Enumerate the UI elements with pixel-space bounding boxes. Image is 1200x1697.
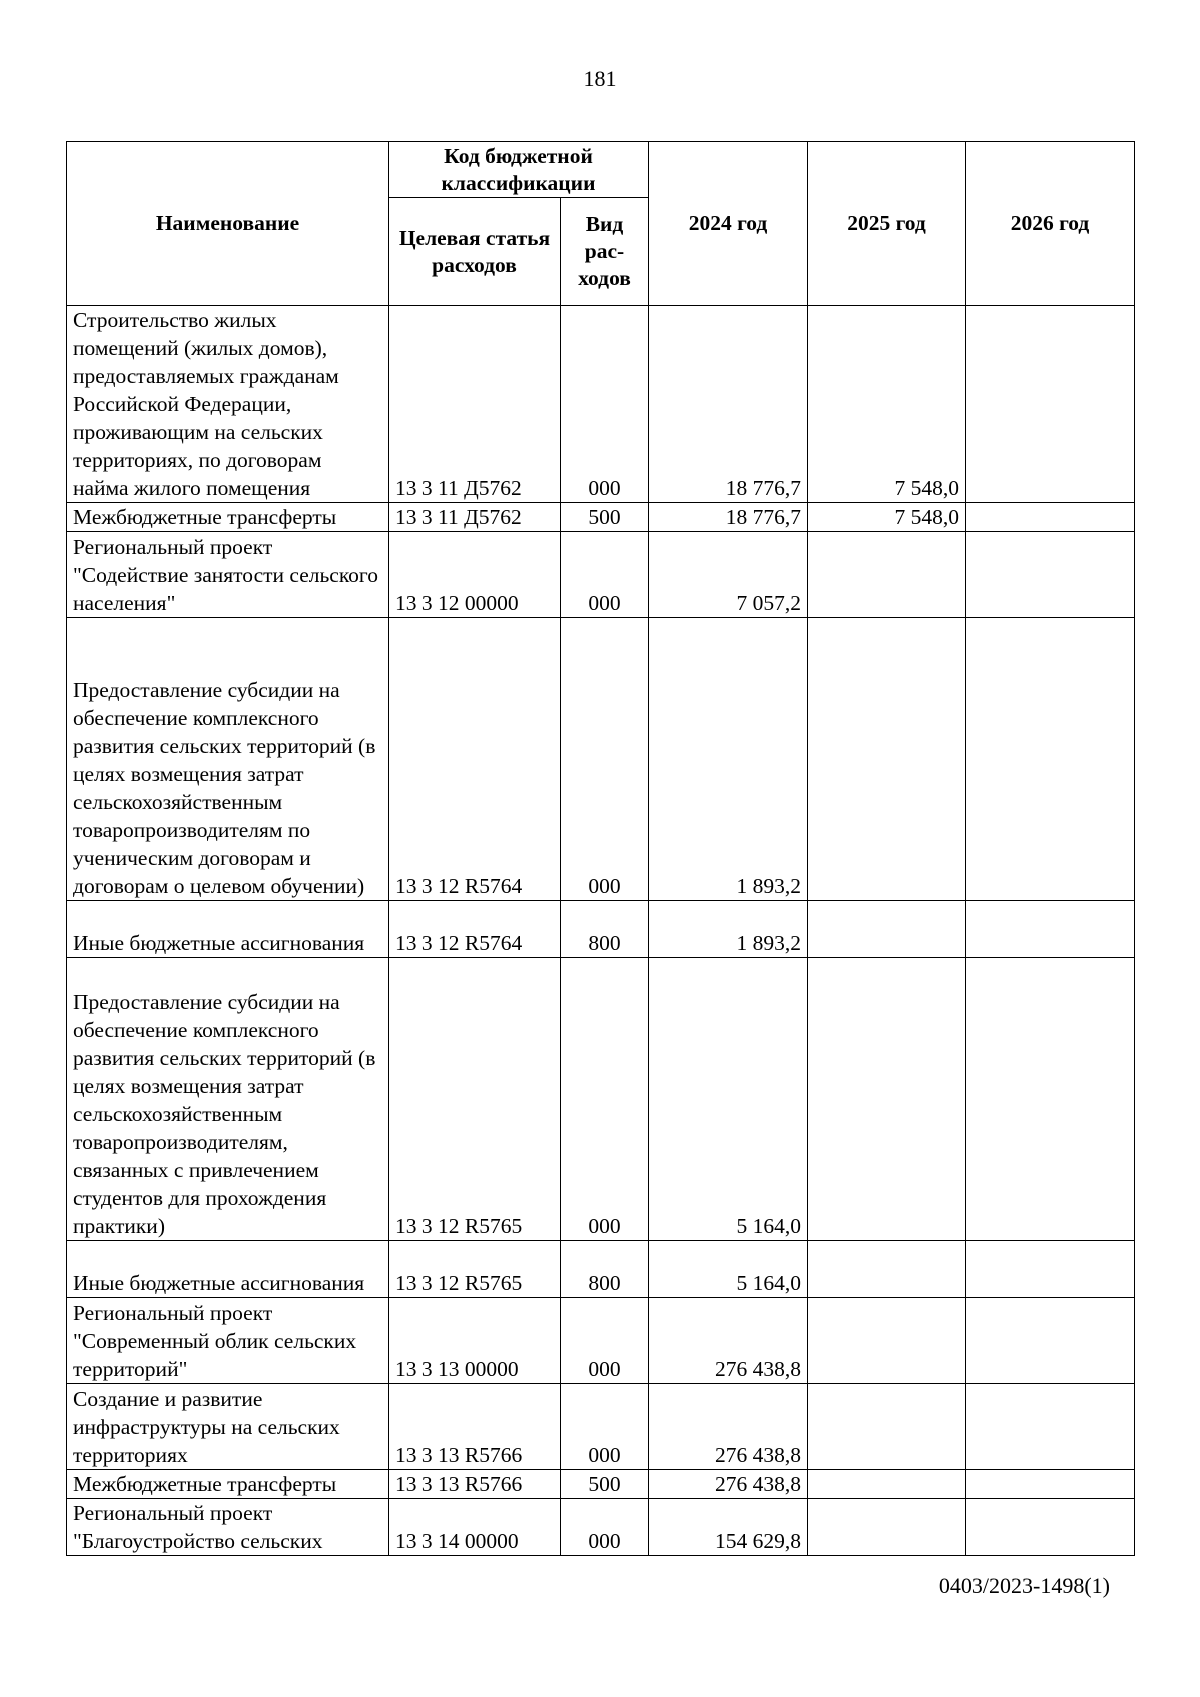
table-row bbox=[67, 503, 1135, 532]
row-vr: 000 bbox=[561, 958, 649, 1241]
row-csr: 13 3 12 R5765 bbox=[389, 1241, 561, 1298]
row-2025 bbox=[808, 1384, 966, 1470]
row-2024: 1 893,2 bbox=[649, 901, 808, 958]
row-vr: 800 bbox=[561, 1241, 649, 1298]
row-2026 bbox=[966, 1384, 1135, 1470]
row-name: Иные бюджетные ассигнования bbox=[67, 901, 389, 958]
header-2024: 2024 год bbox=[649, 142, 808, 306]
header-vr: Вид рас-ходов bbox=[561, 198, 649, 306]
document-code: 0403/2023-1498(1) bbox=[938, 1573, 1110, 1598]
row-2024: 1 893,2 bbox=[649, 618, 808, 901]
row-2026 bbox=[966, 1241, 1135, 1298]
row-2026 bbox=[966, 532, 1135, 618]
row-vr: 800 bbox=[561, 901, 649, 958]
row-2026 bbox=[966, 1470, 1135, 1499]
row-csr: 13 3 11 Д5762 bbox=[389, 503, 561, 532]
page-number: 181 bbox=[583, 66, 617, 91]
row-csr: 13 3 12 R5765 bbox=[389, 958, 561, 1241]
table-row bbox=[67, 1298, 1135, 1384]
row-2025 bbox=[808, 901, 966, 958]
row-2024: 276 438,8 bbox=[649, 1298, 808, 1384]
row-2025 bbox=[808, 1298, 966, 1384]
row-vr: 000 bbox=[561, 1384, 649, 1470]
table-row bbox=[67, 958, 1135, 1241]
row-2024: 7 057,2 bbox=[649, 532, 808, 618]
row-vr: 000 bbox=[561, 1499, 649, 1556]
row-2024: 276 438,8 bbox=[649, 1470, 808, 1499]
row-name: Иные бюджетные ассигнования bbox=[67, 1241, 389, 1298]
budget-table bbox=[66, 141, 1135, 1556]
row-name: Региональный проект "Содействие занятости сельского населения" bbox=[67, 532, 389, 618]
header-2026: 2026 год bbox=[966, 142, 1135, 306]
table-row bbox=[67, 1470, 1135, 1499]
row-name: Предоставление субсидии на обеспечение комплексного развития сельских территорий (в целях возмещения затрат сельскохозяйственным товаропроизводителям по ученическим договорам и договорам о целевом обучении) bbox=[67, 618, 389, 901]
row-name: Межбюджетные трансферты bbox=[67, 503, 389, 532]
row-name: Создание и развитие инфраструктуры на сельских территориях bbox=[67, 1384, 389, 1470]
row-2025 bbox=[808, 532, 966, 618]
row-2025 bbox=[808, 618, 966, 901]
row-csr: 13 3 12 R5764 bbox=[389, 618, 561, 901]
row-vr: 000 bbox=[561, 618, 649, 901]
row-2024: 5 164,0 bbox=[649, 958, 808, 1241]
table-row bbox=[67, 618, 1135, 901]
row-2026 bbox=[966, 1499, 1135, 1556]
row-2026 bbox=[966, 503, 1135, 532]
row-vr: 000 bbox=[561, 1298, 649, 1384]
row-2025 bbox=[808, 958, 966, 1241]
row-name: Региональный проект "Благоустройство сельских bbox=[67, 1499, 389, 1556]
header-code-group: Код бюджетной классификации bbox=[389, 142, 649, 198]
row-csr: 13 3 13 R5766 bbox=[389, 1384, 561, 1470]
row-name: Предоставление субсидии на обеспечение комплексного развития сельских территорий (в целях возмещения затрат сельскохозяйственным товаропроизводителям, связанных с привлечением студентов для прохождения практики) bbox=[67, 958, 389, 1241]
table-row bbox=[67, 901, 1135, 958]
row-name: Межбюджетные трансферты bbox=[67, 1470, 389, 1499]
row-2026 bbox=[966, 306, 1135, 503]
row-2025 bbox=[808, 1241, 966, 1298]
row-2026 bbox=[966, 901, 1135, 958]
row-csr: 13 3 11 Д5762 bbox=[389, 306, 561, 503]
header-2025: 2025 год bbox=[808, 142, 966, 306]
row-vr: 500 bbox=[561, 503, 649, 532]
row-2026 bbox=[966, 958, 1135, 1241]
row-2025 bbox=[808, 1470, 966, 1499]
row-2025: 7 548,0 bbox=[808, 503, 966, 532]
row-vr: 000 bbox=[561, 532, 649, 618]
row-2025: 7 548,0 bbox=[808, 306, 966, 503]
row-csr: 13 3 14 00000 bbox=[389, 1499, 561, 1556]
row-vr: 000 bbox=[561, 306, 649, 503]
row-name: Региональный проект "Современный облик сельских территорий" bbox=[67, 1298, 389, 1384]
row-csr: 13 3 13 R5766 bbox=[389, 1470, 561, 1499]
row-2024: 18 776,7 bbox=[649, 306, 808, 503]
row-2026 bbox=[966, 618, 1135, 901]
row-2024: 18 776,7 bbox=[649, 503, 808, 532]
row-name: Строительство жилых помещений (жилых домов), предоставляемых гражданам Российской Федерации, проживающим на сельских территориях, по договорам найма жилого помещения bbox=[67, 306, 389, 503]
row-csr: 13 3 12 00000 bbox=[389, 532, 561, 618]
table-row bbox=[67, 1241, 1135, 1298]
row-csr: 13 3 12 R5764 bbox=[389, 901, 561, 958]
row-2024: 154 629,8 bbox=[649, 1499, 808, 1556]
row-csr: 13 3 13 00000 bbox=[389, 1298, 561, 1384]
table-row bbox=[67, 1499, 1135, 1556]
row-vr: 500 bbox=[561, 1470, 649, 1499]
row-2025 bbox=[808, 1499, 966, 1556]
row-2024: 5 164,0 bbox=[649, 1241, 808, 1298]
table-row bbox=[67, 1384, 1135, 1470]
row-2026 bbox=[966, 1298, 1135, 1384]
table-row bbox=[67, 532, 1135, 618]
header-csr: Целевая статья расходов bbox=[389, 198, 561, 306]
table-row bbox=[67, 306, 1135, 503]
row-2024: 276 438,8 bbox=[649, 1384, 808, 1470]
header-name: Наименование bbox=[67, 142, 389, 306]
